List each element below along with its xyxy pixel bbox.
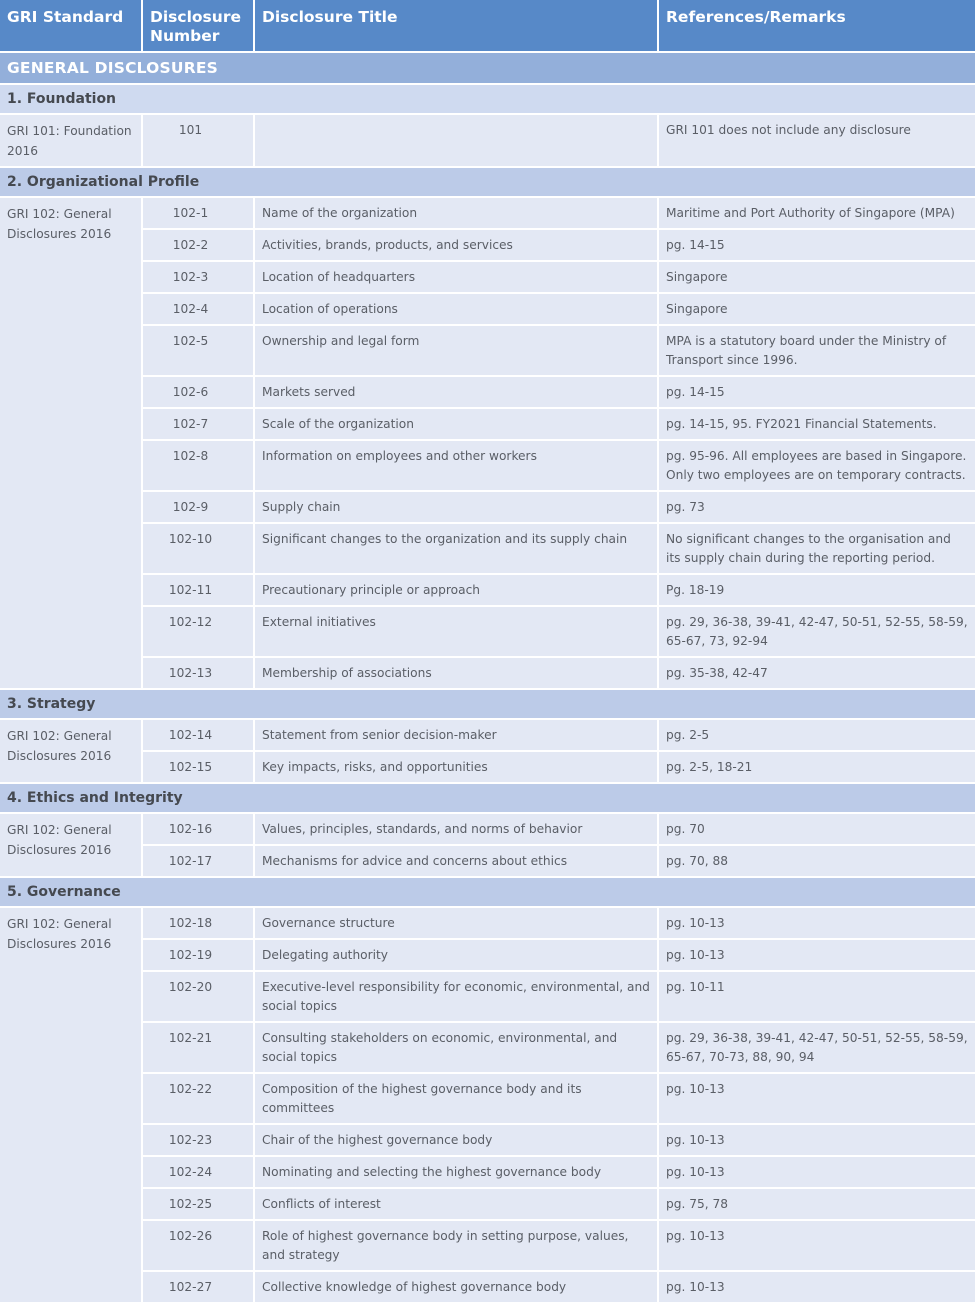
table-row <box>0 720 975 750</box>
disclosure-number-cell: 102-16 <box>143 814 253 844</box>
section-title: 3. Strategy <box>0 690 975 718</box>
references-remarks-cell: pg. 14-15 <box>659 230 975 260</box>
disclosure-number-cell: 102-2 <box>143 230 253 260</box>
references-remarks-cell: Maritime and Port Authority of Singapore (MPA) <box>659 198 975 228</box>
disclosure-number-cell: 102-24 <box>143 1157 253 1187</box>
disclosure-title-cell: Mechanisms for advice and concerns about ethics <box>255 846 657 876</box>
disclosure-title-cell: Governance structure <box>255 908 657 938</box>
header-row <box>0 0 975 51</box>
table-row <box>0 1074 975 1123</box>
gri-standard-cell: GRI 102: General Disclosures 2016 <box>0 908 141 1302</box>
table-row <box>0 492 975 522</box>
disclosure-number-cell: 102-4 <box>143 294 253 324</box>
disclosure-number-cell: 102-13 <box>143 658 253 688</box>
disclosure-title-cell: Chair of the highest governance body <box>255 1125 657 1155</box>
references-remarks-cell: pg. 75, 78 <box>659 1189 975 1219</box>
disclosure-number-cell: 102-15 <box>143 752 253 782</box>
disclosure-number-cell: 102-22 <box>143 1074 253 1123</box>
general-disclosures-row <box>0 53 975 83</box>
references-remarks-cell: pg. 10-13 <box>659 1074 975 1123</box>
disclosure-title-cell: Information on employees and other workers <box>255 441 657 490</box>
section-title: 4. Ethics and Integrity <box>0 784 975 812</box>
disclosure-title-cell: Role of highest governance body in setting purpose, values, and strategy <box>255 1221 657 1270</box>
table-row <box>0 409 975 439</box>
disclosure-number-cell: 102-9 <box>143 492 253 522</box>
table-row <box>0 1157 975 1187</box>
references-remarks-cell: pg. 2-5 <box>659 720 975 750</box>
table-row <box>0 377 975 407</box>
disclosure-title-cell: External initiatives <box>255 607 657 656</box>
table-row <box>0 940 975 970</box>
references-remarks-cell: pg. 35-38, 42-47 <box>659 658 975 688</box>
references-remarks-cell: pg. 70, 88 <box>659 846 975 876</box>
references-remarks-cell: pg. 29, 36-38, 39-41, 42-47, 50-51, 52-55, 58-59, 65-67, 70-73, 88, 90, 94 <box>659 1023 975 1072</box>
disclosure-number-cell: 102-11 <box>143 575 253 605</box>
disclosure-title-cell: Nominating and selecting the highest governance body <box>255 1157 657 1187</box>
section-title: 5. Governance <box>0 878 975 906</box>
references-remarks-cell: pg. 10-13 <box>659 1125 975 1155</box>
section-title: 1. Foundation <box>0 85 975 113</box>
table-row <box>0 198 975 228</box>
disclosure-title-cell: Delegating authority <box>255 940 657 970</box>
disclosure-number-cell: 101 <box>143 115 253 166</box>
references-remarks-cell: pg. 10-13 <box>659 940 975 970</box>
disclosure-number-cell: 102-27 <box>143 1272 253 1302</box>
table-row <box>0 658 975 688</box>
disclosure-title-cell: Key impacts, risks, and opportunities <box>255 752 657 782</box>
gri-standard-cell: GRI 102: General Disclosures 2016 <box>0 198 141 688</box>
disclosure-number-cell: 102-10 <box>143 524 253 573</box>
disclosure-number-cell: 102-3 <box>143 262 253 292</box>
table-row <box>0 262 975 292</box>
disclosure-title-cell: Consulting stakeholders on economic, environmental, and social topics <box>255 1023 657 1072</box>
section-row <box>0 690 975 718</box>
disclosure-title-cell <box>255 115 657 166</box>
disclosure-number-cell: 102-7 <box>143 409 253 439</box>
disclosure-title-cell: Location of operations <box>255 294 657 324</box>
disclosure-title-cell: Supply chain <box>255 492 657 522</box>
table-row <box>0 1125 975 1155</box>
disclosure-title-cell: Membership of associations <box>255 658 657 688</box>
header-gri-standard: GRI Standard <box>0 0 141 51</box>
disclosure-number-cell: 102-23 <box>143 1125 253 1155</box>
table-row <box>0 752 975 782</box>
disclosure-number-cell: 102-5 <box>143 326 253 375</box>
references-remarks-cell: pg. 10-13 <box>659 908 975 938</box>
references-remarks-cell: No significant changes to the organisation and its supply chain during the reporting period. <box>659 524 975 573</box>
table-row <box>0 294 975 324</box>
general-disclosures-title: GENERAL DISCLOSURES <box>0 53 975 83</box>
table-row <box>0 1023 975 1072</box>
disclosure-title-cell: Scale of the organization <box>255 409 657 439</box>
section-title: 2. Organizational Profile <box>0 168 975 196</box>
disclosure-title-cell: Ownership and legal form <box>255 326 657 375</box>
references-remarks-cell: Singapore <box>659 294 975 324</box>
references-remarks-cell: pg. 10-13 <box>659 1272 975 1302</box>
disclosure-number-cell: 102-12 <box>143 607 253 656</box>
references-remarks-cell: pg. 73 <box>659 492 975 522</box>
table-row <box>0 607 975 656</box>
references-remarks-cell: pg. 10-13 <box>659 1221 975 1270</box>
table-row <box>0 846 975 876</box>
disclosure-title-cell: Executive-level responsibility for economic, environmental, and social topics <box>255 972 657 1021</box>
table-row <box>0 575 975 605</box>
disclosure-title-cell: Name of the organization <box>255 198 657 228</box>
references-remarks-cell: pg. 70 <box>659 814 975 844</box>
references-remarks-cell: pg. 14-15 <box>659 377 975 407</box>
references-remarks-cell: pg. 2-5, 18-21 <box>659 752 975 782</box>
disclosure-number-cell: 102-1 <box>143 198 253 228</box>
disclosure-number-cell: 102-18 <box>143 908 253 938</box>
references-remarks-cell: MPA is a statutory board under the Ministry of Transport since 1996. <box>659 326 975 375</box>
table-row <box>0 814 975 844</box>
section-row <box>0 878 975 906</box>
disclosure-title-cell: Values, principles, standards, and norms of behavior <box>255 814 657 844</box>
header-references-remarks: References/Remarks <box>659 0 975 51</box>
gri-standard-cell: GRI 102: General Disclosures 2016 <box>0 720 141 782</box>
gri-standard-cell: GRI 102: General Disclosures 2016 <box>0 814 141 876</box>
disclosure-title-cell: Markets served <box>255 377 657 407</box>
disclosure-number-cell: 102-21 <box>143 1023 253 1072</box>
table-row <box>0 908 975 938</box>
disclosure-number-cell: 102-19 <box>143 940 253 970</box>
disclosure-title-cell: Statement from senior decision-maker <box>255 720 657 750</box>
references-remarks-cell: pg. 10-11 <box>659 972 975 1021</box>
disclosure-title-cell: Composition of the highest governance body and its committees <box>255 1074 657 1123</box>
references-remarks-cell: pg. 29, 36-38, 39-41, 42-47, 50-51, 52-55, 58-59, 65-67, 73, 92-94 <box>659 607 975 656</box>
disclosure-number-cell: 102-6 <box>143 377 253 407</box>
disclosure-title-cell: Significant changes to the organization and its supply chain <box>255 524 657 573</box>
disclosure-title-cell: Location of headquarters <box>255 262 657 292</box>
table-row <box>0 441 975 490</box>
disclosure-title-cell: Activities, brands, products, and services <box>255 230 657 260</box>
table-row <box>0 972 975 1021</box>
section-row <box>0 784 975 812</box>
table-row <box>0 1189 975 1219</box>
references-remarks-cell: GRI 101 does not include any disclosure <box>659 115 975 166</box>
references-remarks-cell: pg. 14-15, 95. FY2021 Financial Statements. <box>659 409 975 439</box>
gri-standard-cell: GRI 101: Foundation 2016 <box>0 115 141 166</box>
references-remarks-cell: pg. 10-13 <box>659 1157 975 1187</box>
disclosure-title-cell: Conflicts of interest <box>255 1189 657 1219</box>
disclosure-number-cell: 102-8 <box>143 441 253 490</box>
disclosure-number-cell: 102-25 <box>143 1189 253 1219</box>
header-disclosure-title: Disclosure Title <box>255 0 657 51</box>
references-remarks-cell: Pg. 18-19 <box>659 575 975 605</box>
table-row <box>0 1272 975 1302</box>
table-row <box>0 326 975 375</box>
disclosure-number-cell: 102-20 <box>143 972 253 1021</box>
references-remarks-cell: Singapore <box>659 262 975 292</box>
references-remarks-cell: pg. 95-96. All employees are based in Singapore. Only two employees are on temporary contracts. <box>659 441 975 490</box>
table-row <box>0 1221 975 1270</box>
section-row <box>0 168 975 196</box>
table-row <box>0 524 975 573</box>
table-row <box>0 230 975 260</box>
disclosure-title-cell: Precautionary principle or approach <box>255 575 657 605</box>
disclosure-title-cell: Collective knowledge of highest governance body <box>255 1272 657 1302</box>
header-disclosure-number: Disclosure Number <box>143 0 253 51</box>
disclosure-number-cell: 102-26 <box>143 1221 253 1270</box>
disclosure-number-cell: 102-14 <box>143 720 253 750</box>
disclosure-number-cell: 102-17 <box>143 846 253 876</box>
section-row <box>0 85 975 113</box>
table-row <box>0 115 975 166</box>
